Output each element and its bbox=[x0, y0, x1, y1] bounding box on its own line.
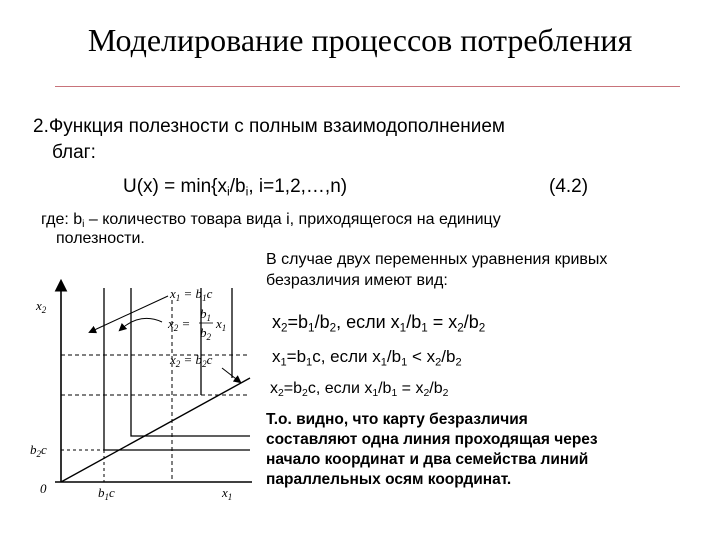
annotation-ray-x1: $x_1$ bbox=[216, 316, 227, 333]
equation-vertical: $x_1=b_1c$, если $x_1/b_1 < x_2/b_2$ bbox=[272, 347, 462, 369]
annotation-ray-frac-den: $b_2$ bbox=[200, 325, 211, 342]
conclusion-line-2: составляют одна линия проходящая через bbox=[266, 431, 598, 448]
b2c-label: $b_2c$ bbox=[30, 442, 47, 459]
ray-line bbox=[61, 378, 250, 482]
annotation-arrow bbox=[90, 296, 168, 332]
two-var-intro-2: безразличия имеют вид: bbox=[266, 272, 448, 289]
annotation-vertical: $x_1 = b_1c$ bbox=[170, 286, 213, 303]
x-axis-label: $x_1$ bbox=[222, 485, 233, 502]
indifference-curve-1 bbox=[104, 288, 250, 450]
definition-line-2: полезности. bbox=[56, 230, 145, 247]
annotation-arrow bbox=[222, 368, 240, 382]
origin-label: 0 bbox=[40, 481, 47, 496]
annotation-horizontal: $x_2 = b_2c$ bbox=[170, 352, 213, 369]
equation-ray: $x_2=b_1/b_2$, если $x_1/b_1 = x_2/b_2$ bbox=[272, 312, 486, 335]
conclusion-line-4: параллельных осям координат. bbox=[266, 471, 512, 488]
conclusion-line-1: Т.о. видно, что карту безразличия bbox=[266, 411, 528, 428]
two-var-intro-1: В случае двух переменных уравнения кривых bbox=[266, 251, 608, 268]
equation-horizontal: $x_2=b_2c$, если $x_1/b_1 = x_2/b_2$ bbox=[270, 380, 449, 400]
conclusion-line-3: начало координат и два семейства линий bbox=[266, 451, 589, 468]
annotation-ray-frac-num: $b_1$ bbox=[200, 306, 211, 323]
item-heading: 2.Функция полезности с полным взаимодополнением bbox=[33, 116, 505, 137]
slide-title: Моделирование процессов потребления bbox=[87, 22, 633, 58]
definition-line-1: где: $b_i$ – количество товара вида i, приходящегося на единицу bbox=[41, 211, 501, 231]
y-axis-label: $x_2$ bbox=[36, 298, 47, 315]
utility-formula: $U(x) = \min\{x_i/b_i$, i=1,2,…,n) bbox=[123, 176, 348, 199]
b1c-label: $b_1c$ bbox=[98, 485, 115, 502]
annotation-arrow bbox=[120, 318, 162, 330]
annotation-ray: $x_2$ = bbox=[168, 316, 191, 333]
formula-number: (4.2) bbox=[549, 176, 589, 197]
item-heading-cont: благ: bbox=[52, 142, 96, 163]
